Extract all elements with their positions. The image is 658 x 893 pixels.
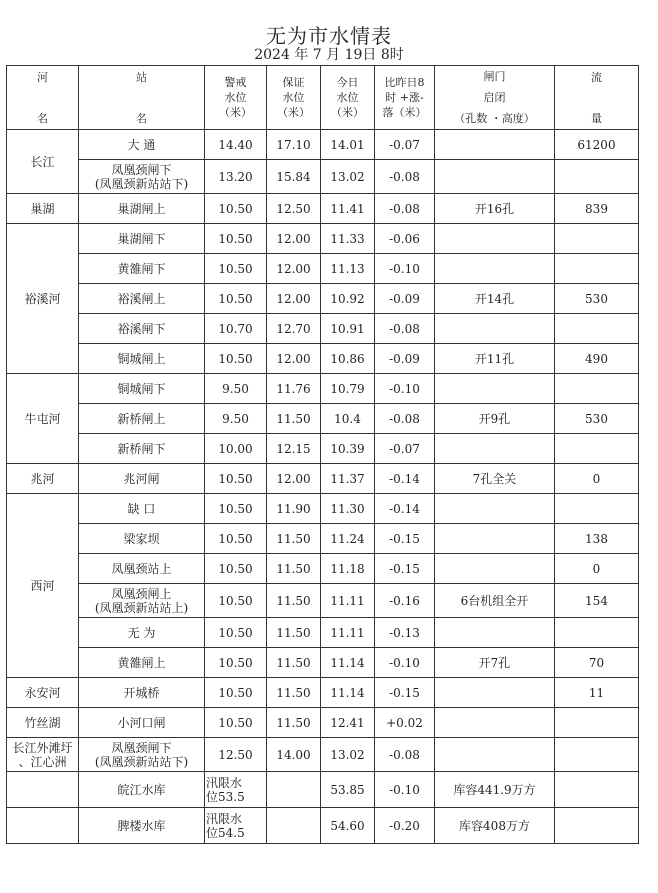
table-row: [7, 618, 639, 648]
station-name-cell: 无 为: [79, 618, 205, 648]
today-level-cell: 13.02: [321, 160, 375, 194]
gate-status-cell: [435, 434, 555, 464]
river-name-cell: 巢湖: [7, 194, 79, 224]
table-row: [7, 314, 639, 344]
page-title: 无为市水情表: [266, 24, 392, 48]
warning-level-cell: 10.50: [205, 678, 267, 708]
guarantee-level-cell: 12.00: [267, 254, 321, 284]
today-level-cell: 11.37: [321, 464, 375, 494]
warning-level-cell: 10.50: [205, 708, 267, 738]
river-name-cell: 西河: [7, 494, 79, 678]
change-cell: -0.09: [375, 344, 435, 374]
flow-cell: [555, 772, 639, 808]
warning-level-cell: 10.50: [205, 554, 267, 584]
flow-cell: 530: [555, 284, 639, 314]
station-name-cell: 新桥闸下: [79, 434, 205, 464]
station-name-cell: 开城桥: [79, 678, 205, 708]
flow-cell: [555, 708, 639, 738]
guarantee-level-cell: 17.10: [267, 130, 321, 160]
flow-cell: 530: [555, 404, 639, 434]
change-cell: -0.13: [375, 618, 435, 648]
guarantee-level-cell: 15.84: [267, 160, 321, 194]
change-cell: -0.14: [375, 494, 435, 524]
header-river: 河 名: [7, 66, 79, 130]
flow-cell: [555, 224, 639, 254]
gate-status-cell: [435, 374, 555, 404]
flow-cell: 70: [555, 648, 639, 678]
guarantee-level-cell: [267, 808, 321, 844]
river-name-cell: 裕溪河: [7, 224, 79, 374]
station-name-cell: 缺 口: [79, 494, 205, 524]
change-cell: -0.15: [375, 524, 435, 554]
gate-status-cell: 开14孔: [435, 284, 555, 314]
table-row: [7, 464, 639, 494]
warning-level-cell: 9.50: [205, 374, 267, 404]
today-level-cell: 10.79: [321, 374, 375, 404]
table-row: [7, 374, 639, 404]
storage-cell: 库容441.9万方: [435, 772, 555, 808]
guarantee-level-cell: 11.76: [267, 374, 321, 404]
change-cell: -0.09: [375, 284, 435, 314]
gate-status-cell: [435, 554, 555, 584]
warning-level-cell: 10.70: [205, 314, 267, 344]
gate-status-cell: 开11孔: [435, 344, 555, 374]
gate-status-cell: [435, 314, 555, 344]
header-row: [7, 66, 639, 130]
table-row: [7, 224, 639, 254]
today-level-cell: 10.91: [321, 314, 375, 344]
river-name-cell: 竹丝湖: [7, 708, 79, 738]
change-cell: +0.02: [375, 708, 435, 738]
header-warning-level: 警戒 水位 （米）: [205, 66, 267, 130]
today-level-cell: 11.14: [321, 648, 375, 678]
change-cell: -0.08: [375, 314, 435, 344]
warning-level-cell: 10.00: [205, 434, 267, 464]
flow-cell: [555, 738, 639, 772]
storage-cell: 库容408万方: [435, 808, 555, 844]
gate-status-cell: [435, 224, 555, 254]
gate-status-cell: [435, 738, 555, 772]
change-cell: -0.08: [375, 738, 435, 772]
station-name-cell: 黄雒闸下: [79, 254, 205, 284]
gate-status-cell: [435, 524, 555, 554]
change-cell: -0.08: [375, 160, 435, 194]
today-level-cell: 11.41: [321, 194, 375, 224]
table-row: [7, 194, 639, 224]
water-level-table: [6, 65, 639, 844]
change-cell: -0.10: [375, 772, 435, 808]
station-name-cell: 巢湖闸下: [79, 224, 205, 254]
gate-status-cell: [435, 494, 555, 524]
guarantee-level-cell: 11.50: [267, 524, 321, 554]
station-name-cell: 铜城闸下: [79, 374, 205, 404]
gate-status-cell: 开7孔: [435, 648, 555, 678]
station-name-cell: 兆河闸: [79, 464, 205, 494]
table-row: [7, 584, 639, 618]
guarantee-level-cell: 12.00: [267, 344, 321, 374]
today-level-cell: 11.24: [321, 524, 375, 554]
flow-cell: [555, 254, 639, 284]
station-name-cell: 凤凰颈闸下 (凤凰颈新站站下): [79, 738, 205, 772]
flow-cell: 138: [555, 524, 639, 554]
change-cell: -0.15: [375, 678, 435, 708]
table-body: [7, 130, 639, 844]
today-level-cell: 10.92: [321, 284, 375, 314]
station-name-cell: 铜城闸上: [79, 344, 205, 374]
today-level-cell: 11.33: [321, 224, 375, 254]
station-name-cell: 凤凰颈闸下 (凤凰颈新站站下): [79, 160, 205, 194]
guarantee-level-cell: 11.50: [267, 554, 321, 584]
change-cell: -0.16: [375, 584, 435, 618]
warning-level-cell: 10.50: [205, 464, 267, 494]
table-row: [7, 434, 639, 464]
change-cell: -0.10: [375, 254, 435, 284]
today-level-cell: 11.13: [321, 254, 375, 284]
flow-cell: 11: [555, 678, 639, 708]
gate-status-cell: [435, 618, 555, 648]
flow-cell: [555, 808, 639, 844]
warning-level-cell: 14.40: [205, 130, 267, 160]
change-cell: -0.08: [375, 194, 435, 224]
guarantee-level-cell: 14.00: [267, 738, 321, 772]
table-row: [7, 678, 639, 708]
guarantee-level-cell: 11.50: [267, 648, 321, 678]
river-name-cell: [7, 808, 79, 844]
station-name-cell: 脾楼水库: [79, 808, 205, 844]
river-name-cell: 牛屯河: [7, 374, 79, 464]
page-subtitle: 2024 年 7 月 19日 8时: [254, 47, 404, 63]
header-today-level: 今日 水位 （米）: [321, 66, 375, 130]
today-level-cell: 54.60: [321, 808, 375, 844]
river-name-cell: [7, 772, 79, 808]
flow-cell: [555, 494, 639, 524]
header-station: 站 名: [79, 66, 205, 130]
flow-cell: 0: [555, 464, 639, 494]
today-level-cell: 10.39: [321, 434, 375, 464]
warning-level-cell: 13.20: [205, 160, 267, 194]
warning-level-cell: 9.50: [205, 404, 267, 434]
gate-status-cell: [435, 160, 555, 194]
guarantee-level-cell: [267, 772, 321, 808]
table-row: [7, 554, 639, 584]
flow-cell: 61200: [555, 130, 639, 160]
change-cell: -0.15: [375, 554, 435, 584]
table-row: [7, 254, 639, 284]
today-level-cell: 11.14: [321, 678, 375, 708]
warning-level-cell: 10.50: [205, 224, 267, 254]
warning-level-cell: 10.50: [205, 618, 267, 648]
warning-level-cell: 10.50: [205, 648, 267, 678]
today-level-cell: 13.02: [321, 738, 375, 772]
warning-level-cell: 10.50: [205, 284, 267, 314]
guarantee-level-cell: 12.15: [267, 434, 321, 464]
flow-cell: [555, 160, 639, 194]
guarantee-level-cell: 12.50: [267, 194, 321, 224]
flow-cell: [555, 314, 639, 344]
table-row: [7, 708, 639, 738]
table-row: [7, 494, 639, 524]
guarantee-level-cell: 11.50: [267, 404, 321, 434]
guarantee-level-cell: 12.00: [267, 224, 321, 254]
station-name-cell: 大 通: [79, 130, 205, 160]
reservoir-row: [7, 808, 639, 844]
today-level-cell: 53.85: [321, 772, 375, 808]
gate-status-cell: 7孔全关: [435, 464, 555, 494]
header-guarantee-level: 保证 水位 （米）: [267, 66, 321, 130]
river-name-cell: 长江外滩圩 、江心洲: [7, 738, 79, 772]
gate-status-cell: 开16孔: [435, 194, 555, 224]
warning-level-cell: 10.50: [205, 254, 267, 284]
warning-level-cell: 10.50: [205, 524, 267, 554]
station-name-cell: 凤凰颈站上: [79, 554, 205, 584]
today-level-cell: 10.86: [321, 344, 375, 374]
warning-level-cell: 10.50: [205, 494, 267, 524]
station-name-cell: 皖江水库: [79, 772, 205, 808]
table-row: [7, 130, 639, 160]
guarantee-level-cell: 11.50: [267, 618, 321, 648]
change-cell: -0.07: [375, 434, 435, 464]
gate-status-cell: [435, 678, 555, 708]
flow-cell: 0: [555, 554, 639, 584]
flow-cell: [555, 374, 639, 404]
guarantee-level-cell: 11.90: [267, 494, 321, 524]
table-row: [7, 648, 639, 678]
today-level-cell: 10.4: [321, 404, 375, 434]
station-name-cell: 裕溪闸上: [79, 284, 205, 314]
change-cell: -0.20: [375, 808, 435, 844]
today-level-cell: 12.41: [321, 708, 375, 738]
station-name-cell: 巢湖闸上: [79, 194, 205, 224]
today-level-cell: 11.11: [321, 618, 375, 648]
guarantee-level-cell: 11.50: [267, 708, 321, 738]
flow-cell: 839: [555, 194, 639, 224]
river-name-cell: 永安河: [7, 678, 79, 708]
flood-limit-cell: 汛限水 位54.5: [205, 808, 267, 844]
change-cell: -0.06: [375, 224, 435, 254]
warning-level-cell: 12.50: [205, 738, 267, 772]
flow-cell: 154: [555, 584, 639, 618]
guarantee-level-cell: 11.50: [267, 584, 321, 618]
station-name-cell: 梁家坝: [79, 524, 205, 554]
warning-level-cell: 10.50: [205, 194, 267, 224]
guarantee-level-cell: 12.70: [267, 314, 321, 344]
header-change: 比昨日8 时 +涨- 落（米）: [375, 66, 435, 130]
change-cell: -0.10: [375, 648, 435, 678]
gate-status-cell: [435, 708, 555, 738]
table-row: [7, 524, 639, 554]
header-gate: 闸门 启闭 （孔数 ・高度）: [435, 66, 555, 130]
station-name-cell: 裕溪闸下: [79, 314, 205, 344]
today-level-cell: 11.11: [321, 584, 375, 618]
flood-limit-cell: 汛限水 位53.5: [205, 772, 267, 808]
change-cell: -0.10: [375, 374, 435, 404]
table-row: [7, 738, 639, 772]
header-flow: 流 量: [555, 66, 639, 130]
gate-status-cell: [435, 254, 555, 284]
gate-status-cell: [435, 130, 555, 160]
table-row: [7, 160, 639, 194]
guarantee-level-cell: 11.50: [267, 678, 321, 708]
table-row: [7, 284, 639, 314]
gate-status-cell: 开9孔: [435, 404, 555, 434]
flow-cell: [555, 434, 639, 464]
warning-level-cell: 10.50: [205, 584, 267, 618]
gate-status-cell: 6台机组全开: [435, 584, 555, 618]
reservoir-row: [7, 772, 639, 808]
flow-cell: 490: [555, 344, 639, 374]
station-name-cell: 小河口闸: [79, 708, 205, 738]
flow-cell: [555, 618, 639, 648]
warning-level-cell: 10.50: [205, 344, 267, 374]
change-cell: -0.08: [375, 404, 435, 434]
guarantee-level-cell: 12.00: [267, 284, 321, 314]
river-name-cell: 长江: [7, 130, 79, 194]
table-row: [7, 344, 639, 374]
station-name-cell: 新桥闸上: [79, 404, 205, 434]
table-row: [7, 404, 639, 434]
change-cell: -0.07: [375, 130, 435, 160]
today-level-cell: 11.30: [321, 494, 375, 524]
station-name-cell: 黄雒闸上: [79, 648, 205, 678]
river-name-cell: 兆河: [7, 464, 79, 494]
guarantee-level-cell: 12.00: [267, 464, 321, 494]
station-name-cell: 凤凰颈闸上 (凤凰颈新站站上): [79, 584, 205, 618]
today-level-cell: 14.01: [321, 130, 375, 160]
today-level-cell: 11.18: [321, 554, 375, 584]
change-cell: -0.14: [375, 464, 435, 494]
